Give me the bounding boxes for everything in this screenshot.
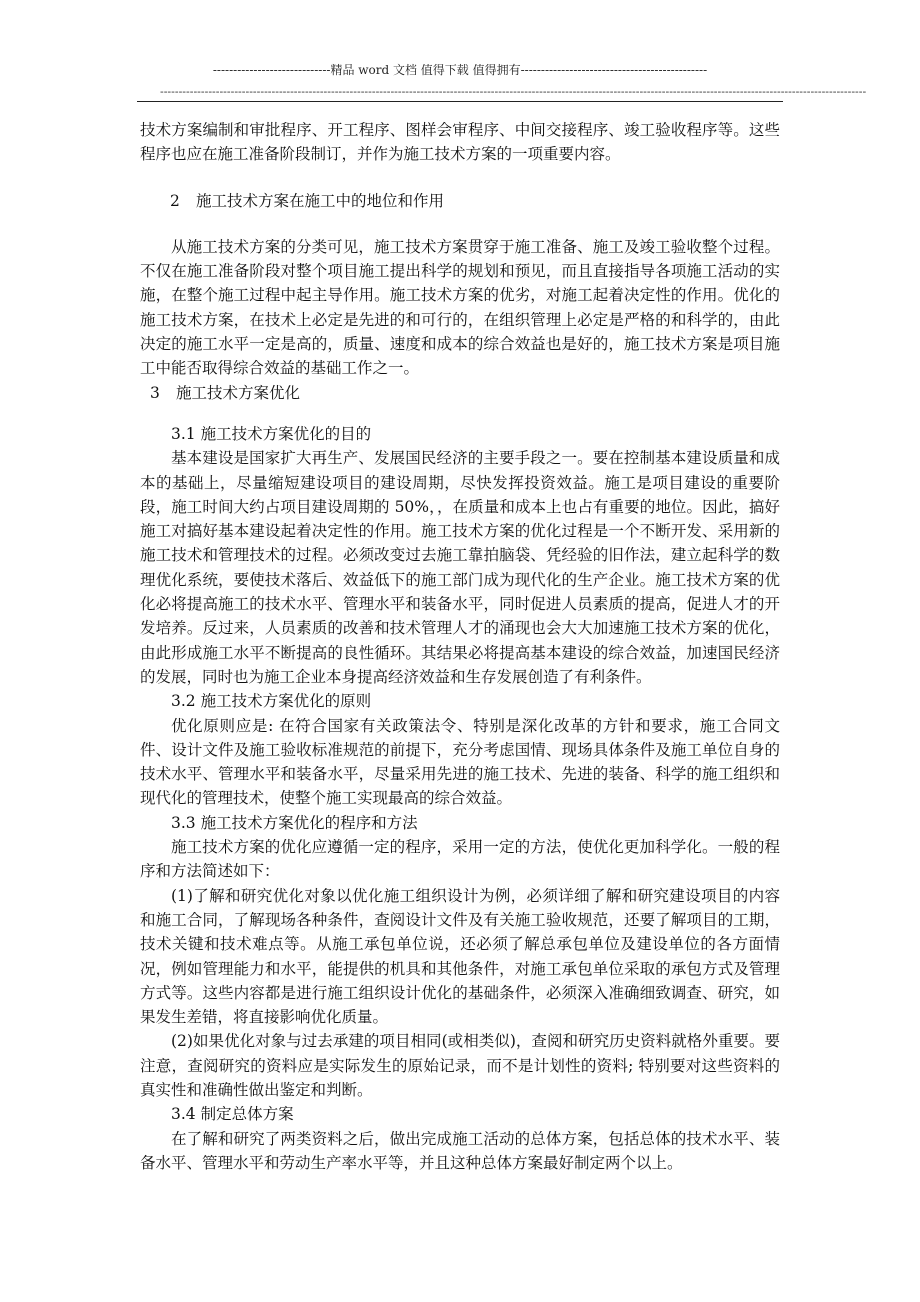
section-title: 施工技术方案优化 [176, 383, 301, 402]
section-heading-3 [140, 381, 780, 405]
paragraph-procedure-intro: 施工技术方案的优化应遵循一定的程序，采用一定的方法，使优化更加科学化。一般的程序和方法简述如下： [140, 838, 780, 881]
header-rule [137, 101, 783, 102]
header-dash-line: ---------------------------------------------------------------------------------------------------------------------------------------------------------------------------------------------- [160, 85, 867, 98]
subsection-heading-3-4: 3.4 制定总体方案 [171, 1105, 294, 1124]
paragraph-overall-plan: 在了解和研究了两类资料之后，做出完成施工活动的总体方案，包括总体的技术水平、装备水平、管理水平和劳动生产率水平等，并且这种总体方案最好制定两个以上。 [140, 1129, 780, 1172]
paragraph-procedure-step-1: (1)了解和研究优化对象以优化施工组织设计为例，必须详细了解和研究建设项目的内容和施工合同，了解现场各种条件，查阅设计文件及有关施工验收规范，还要了解项目的工期，技术关键和技术难点等。从施工承包单位说，还必须了解总承包单位及建设单位的各方面情况，例如管理能力和水平，能提供的机具和其他条件，对施工承包单位采取的承包方式及管理方式等。这些内容都是进行施工组织设计优化的基础条件，必须深入准确细致调查、研究，如果发生差错，将直接影响优化质量。 [140, 886, 780, 1027]
paragraph-principles: 优化原则应是: 在符合国家有关政策法令、特别是深化改革的方针和要求，施工合同文件、设计文件及施工验收标准规范的前提下，充分考虑国情、现场具体条件及施工单位自身的技术水平、管理水平和装备水平，尽量采用先进的施工技术、先进的装备、科学的施工组织和现代化的管理技术，使整个施工实现最高的综合效益。 [140, 716, 780, 808]
paragraph-purpose: 基本建设是国家扩大再生产、发展国民经济的主要手段之一。要在控制基本建设质量和成本的基础上，尽量缩短建设项目的建设周期，尽快发挥投资效益。施工是项目建设的重要阶段，施工时间大约占项目建设周期的 50%，，在质量和成本上也占有重要的地位。因此，搞好施工对搞好基本建设起着决定性的作用。施工技术方案的优化过程是一个不断开发、采用新的施工技术和管理技术的过程。必须改变过去施工靠拍脑袋、凭经验的旧作法，建立起科学的数理优化系统，要使技术落后、效益低下的施工部门成为现代化的生产企业。施工技术方案的优化必将提高施工的技术水平、管理水平和装备水平，同时促进人员素质的提高，促进人才的开发培养。反过来，人员素质的改善和技术管理人才的涌现也会大大加速施工技术方案的优化，由此形成施工水平不断提高的良性循环。其结果必将提高基本建设的综合效益，加速国民经济的发展，同时也为施工企业本身提高经济效益和生存发展创造了有利条件。 [140, 449, 780, 686]
section-number: 3 [150, 383, 160, 402]
paragraph-procedure-step-2: (2)如果优化对象与过去承建的项目相同(或相类似)，查阅和研究历史资料就格外重要。要注意，查阅研究的资料应是实际发生的原始记录，而不是计划性的资料; 特别要对这些资料的真实性和准确性做出鉴定和判断。 [140, 1032, 780, 1099]
paragraph-continuation: 技术方案编制和审批程序、开工程序、图样会审程序、中间交接程序、竣工验收程序等。这些程序也应在施工准备阶段制订，并作为施工技术方案的一项重要内容。 [140, 121, 780, 164]
section-title: 施工技术方案在施工中的地位和作用 [196, 191, 445, 210]
subsection-heading-3-2: 3.2 施工技术方案优化的原则 [171, 692, 372, 711]
section-number: 2 [170, 191, 180, 210]
paragraph-role-of-plan: 从施工技术方案的分类可见，施工技术方案贯穿于施工准备、施工及竣工验收整个过程。不仅在施工准备阶段对整个项目施工提出科学的规划和预见，而且直接指导各项施工活动的实施，在整个施工过程中起主导作用。施工技术方案的优劣，对施工起着决定性的作用。优化的施工技术方案，在技术上必定是先进的和可行的，在组织管理上必定是严格的和科学的，由此决定的施工水平一定是高的，质量、速度和成本的综合效益也是好的，施工技术方案是项目施工中能否取得综合效益的基础工作之一。 [140, 237, 780, 378]
section-heading-2 [140, 189, 780, 213]
subsection-heading-3-1: 3.1 施工技术方案优化的目的 [171, 424, 372, 443]
document-body [140, 118, 780, 1175]
document-header-banner: -----------------------------精品 word 文档 值得下载 值得拥有---------------------------------------------- [212, 63, 708, 77]
subsection-heading-3-3: 3.3 施工技术方案优化的程序和方法 [171, 813, 418, 832]
